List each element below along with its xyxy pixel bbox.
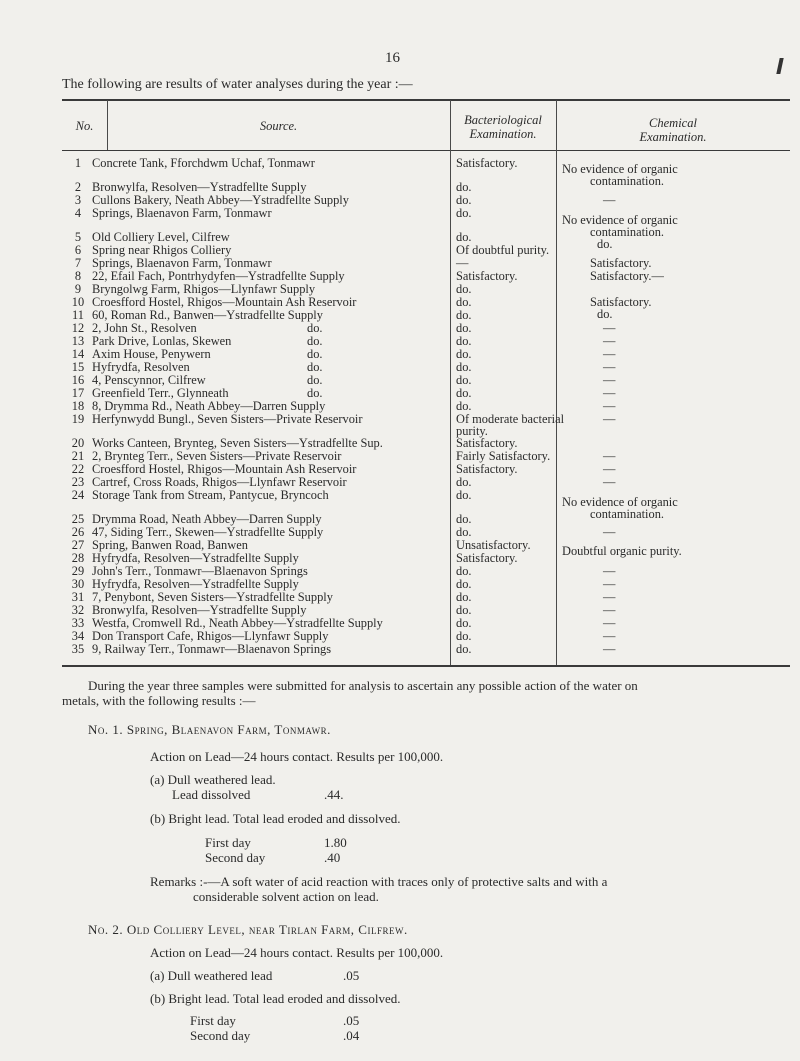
row-number: 6	[74, 243, 82, 257]
table-top-rule	[62, 99, 790, 101]
row-number: 11	[72, 308, 84, 322]
table-bottom-rule	[62, 665, 790, 667]
row-source: Hyfrydfa, Resolven—Ystradfellte Supply	[92, 551, 299, 565]
sample-1-first-day-value: 1.80	[324, 835, 347, 850]
row-bacteriological: do.	[456, 590, 472, 604]
row-number: 33	[71, 616, 85, 630]
sample-2-b: (b) Bright lead. Total lead eroded and dissolved.	[150, 991, 401, 1006]
row-number: 10	[71, 295, 85, 309]
col-divider-2	[450, 100, 451, 665]
row-source: Herfynwydd Bungl., Seven Sisters—Private Reservoir	[92, 412, 363, 426]
row-bacteriological: Satisfactory.	[456, 269, 518, 283]
row-source: Greenfield Terr., Glynneath	[92, 386, 229, 400]
chemical-note: —	[603, 399, 616, 413]
row-number: 24	[71, 488, 85, 502]
row-bacteriological-cont: purity.	[456, 424, 488, 438]
row-number: 34	[71, 629, 85, 643]
row-source: Spring near Rhigos Colliery	[92, 243, 232, 257]
sample-1-b: (b) Bright lead. Total lead eroded and dissolved.	[150, 811, 401, 826]
row-source: Cartref, Cross Roads, Rhigos—Llynfawr Reservoir	[92, 475, 347, 489]
row-source: Cullons Bakery, Neath Abbey—Ystradfellte Supply	[92, 193, 349, 207]
row-source: Don Transport Cafe, Rhigos—Llynfawr Supply	[92, 629, 329, 643]
row-bacteriological: Of moderate bacterial	[456, 412, 565, 426]
chemical-note: —	[603, 462, 616, 476]
row-source: 22, Efail Fach, Pontrhydyfen—Ystradfellte Supply	[92, 269, 345, 283]
row-source-ditto: do.	[307, 321, 323, 335]
row-bacteriological: do.	[456, 629, 472, 643]
row-source: Westfa, Cromwell Rd., Neath Abbey—Ystradfellte Supply	[92, 616, 383, 630]
row-source: Croesfford Hostel, Rhigos—Mountain Ash Reservoir	[92, 462, 357, 476]
row-source-ditto: do.	[307, 386, 323, 400]
row-bacteriological: do.	[456, 347, 472, 361]
metals-intro-line-2: metals, with the following results :—	[62, 693, 256, 708]
chemical-note: —	[603, 373, 616, 387]
chemical-note: contamination.	[590, 225, 664, 239]
sample-2-action: Action on Lead—24 hours contact. Results per 100,000.	[150, 945, 444, 960]
row-number: 29	[71, 564, 85, 578]
chemical-note: Satisfactory.	[590, 256, 652, 270]
row-number: 8	[74, 269, 82, 283]
row-number: 13	[71, 334, 85, 348]
row-bacteriological: Satisfactory.	[456, 462, 518, 476]
row-bacteriological: do.	[456, 642, 472, 656]
sample-1-remarks-2: considerable solvent action on lead.	[193, 889, 379, 904]
row-bacteriological: do.	[456, 386, 472, 400]
row-source: John's Terr., Tonmawr—Blaenavon Springs	[92, 564, 308, 578]
row-number: 17	[71, 386, 85, 400]
sample-1-a: (a) Dull weathered lead.	[150, 772, 276, 787]
row-source: 47, Siding Terr., Skewen—Ystradfellte Supply	[92, 525, 324, 539]
row-source: Bryngolwg Farm, Rhigos—Llynfawr Supply	[92, 282, 316, 296]
sample-1-second-day-label: Second day	[205, 850, 266, 865]
sample-2-first-day-value: .05	[343, 1013, 360, 1028]
row-number: 9	[74, 282, 82, 296]
row-source: 8, Drymma Rd., Neath Abbey—Darren Supply	[92, 399, 326, 413]
chemical-note: —	[603, 475, 616, 489]
sample-1-remarks-1: Remarks :-—A soft water of acid reaction with traces only of protective salts and with a	[150, 874, 608, 889]
sample-2-a-value: .05	[343, 968, 360, 983]
chemical-note: —	[603, 577, 616, 591]
row-source: Concrete Tank, Fforchdwm Uchaf, Tonmawr	[92, 156, 315, 170]
row-bacteriological: do.	[456, 373, 472, 387]
row-bacteriological: do.	[456, 360, 472, 374]
row-number: 2	[74, 180, 82, 194]
header-source: Source.	[259, 119, 298, 133]
row-number: 15	[71, 360, 85, 374]
row-bacteriological: do.	[456, 564, 472, 578]
intro-text: The following are results of water analyses during the year :—	[62, 77, 413, 92]
row-bacteriological: Satisfactory.	[456, 156, 518, 170]
row-number: 12	[71, 321, 85, 335]
row-source: Bronwylfa, Resolven—Ystradfellte Supply	[92, 180, 307, 194]
row-source: 60, Roman Rd., Banwen—Ystradfellte Supply	[92, 308, 323, 322]
row-bacteriological: Unsatisfactory.	[456, 538, 531, 552]
chemical-note: —	[603, 347, 616, 361]
chemical-note: —	[603, 525, 616, 539]
chemical-note: —	[603, 321, 616, 335]
row-source-ditto: do.	[307, 334, 323, 348]
row-source: Drymma Road, Neath Abbey—Darren Supply	[92, 512, 322, 526]
sample-2-first-day-label: First day	[190, 1013, 236, 1028]
row-source: Hyfrydfa, Resolven	[92, 360, 190, 374]
row-source: Springs, Blaenavon Farm, Tonmawr	[92, 206, 272, 220]
sample-1-a-value: .44.	[324, 787, 344, 802]
row-bacteriological: do.	[456, 525, 472, 539]
row-bacteriological: do.	[456, 512, 472, 526]
row-number: 32	[71, 603, 85, 617]
sample-1-first-day-label: First day	[205, 835, 251, 850]
col-divider-3	[556, 100, 557, 665]
row-number: 25	[71, 512, 85, 526]
header-chemical: Chemical Examination.	[639, 116, 707, 144]
row-source: Old Colliery Level, Cilfrew	[92, 230, 230, 244]
row-bacteriological: do.	[456, 399, 472, 413]
row-source: 7, Penybont, Seven Sisters—Ystradfellte Supply	[92, 590, 333, 604]
chemical-note: No evidence of organic	[562, 495, 678, 509]
chemical-note: —	[603, 386, 616, 400]
row-number: 4	[74, 206, 82, 220]
corner-mark	[776, 58, 783, 74]
chemical-note: —	[603, 629, 616, 643]
row-bacteriological: Fairly Satisfactory.	[456, 449, 551, 463]
chemical-note: Satisfactory.	[590, 295, 652, 309]
sample-1-second-day-value: .40	[324, 850, 341, 865]
row-number: 28	[71, 551, 85, 565]
row-source: 9, Railway Terr., Tonmawr—Blaenavon Springs	[92, 642, 332, 656]
metals-intro-line-1: During the year three samples were submitted for analysis to ascertain any possible action of the water on	[88, 678, 638, 693]
row-source: Park Drive, Lonlas, Skewen	[92, 334, 232, 348]
chemical-note: —	[603, 564, 616, 578]
row-bacteriological: do.	[456, 308, 472, 322]
row-number: 19	[71, 412, 85, 426]
row-source-ditto: do.	[307, 373, 323, 387]
chemical-note: —	[603, 334, 616, 348]
chemical-note: No evidence of organic	[562, 162, 678, 176]
row-bacteriological: do.	[456, 295, 472, 309]
row-source: Storage Tank from Stream, Pantycue, Bryncoch	[92, 488, 329, 502]
chemical-note: Doubtful organic purity.	[562, 544, 682, 558]
row-bacteriological: do.	[456, 475, 472, 489]
row-bacteriological: do.	[456, 603, 472, 617]
row-bacteriological: do.	[456, 282, 472, 296]
chemical-note: —	[603, 360, 616, 374]
chemical-note: —	[603, 590, 616, 604]
row-number: 23	[71, 475, 85, 489]
row-bacteriological: Satisfactory.	[456, 436, 518, 450]
row-source: 2, Brynteg Terr., Seven Sisters—Private Reservoir	[92, 449, 342, 463]
row-source: Hyfrydfa, Resolven—Ystradfellte Supply	[92, 577, 299, 591]
chemical-note: do.	[597, 237, 613, 251]
row-number: 20	[71, 436, 85, 450]
row-source: Springs, Blaenavon Farm, Tonmawr	[92, 256, 272, 270]
chemical-note: —	[603, 449, 616, 463]
table-header-rule	[62, 150, 790, 151]
row-source: 4, Penscynnor, Cilfrew	[92, 373, 206, 387]
sample-2-second-day-label: Second day	[190, 1028, 251, 1043]
chemical-note: —	[603, 603, 616, 617]
row-bacteriological: do.	[456, 616, 472, 630]
row-number: 27	[71, 538, 85, 552]
chemical-note: —	[603, 193, 616, 207]
row-number: 1	[74, 156, 82, 170]
row-bacteriological: do.	[456, 193, 472, 207]
row-source: 2, John St., Resolven	[92, 321, 197, 335]
row-source: Axim House, Penywern	[92, 347, 211, 361]
sample-1-action: Action on Lead—24 hours contact. Results per 100,000.	[150, 749, 444, 764]
row-number: 18	[71, 399, 85, 413]
row-source: Croesfford Hostel, Rhigos—Mountain Ash Reservoir	[92, 295, 357, 309]
sample-1-a-label: Lead dissolved	[172, 787, 251, 802]
chemical-note: contamination.	[590, 507, 664, 521]
page-number: 16	[385, 50, 400, 66]
row-number: 16	[71, 373, 85, 387]
chemical-note: —	[603, 642, 616, 656]
chemical-note: do.	[597, 307, 613, 321]
row-bacteriological: do.	[456, 206, 472, 220]
chemical-note: contamination.	[590, 174, 664, 188]
sample-2-title: No. 2. Old Colliery Level, near Tirlan Farm, Cilfrew.	[88, 922, 408, 937]
row-source: Spring, Banwen Road, Banwen	[92, 538, 248, 552]
row-bacteriological: do.	[456, 230, 472, 244]
header-bacteriological: Bacteriological Examination.	[464, 113, 542, 141]
row-number: 22	[71, 462, 85, 476]
row-bacteriological: —	[456, 256, 469, 270]
row-source: Works Canteen, Brynteg, Seven Sisters—Ystradfellte Sup.	[92, 436, 383, 450]
row-source-ditto: do.	[307, 360, 323, 374]
chemical-note: —	[603, 412, 616, 426]
sample-2-second-day-value: .04	[343, 1028, 360, 1043]
row-bacteriological: Satisfactory.	[456, 551, 518, 565]
row-bacteriological: do.	[456, 334, 472, 348]
row-number: 30	[71, 577, 85, 591]
row-bacteriological: do.	[456, 488, 472, 502]
row-number: 7	[74, 256, 82, 270]
row-number: 14	[71, 347, 85, 361]
row-number: 5	[74, 230, 82, 244]
row-number: 31	[71, 590, 85, 604]
header-no: No.	[75, 119, 94, 133]
row-source: Bronwylfa, Resolven—Ystradfellte Supply	[92, 603, 307, 617]
chemical-note: Satisfactory.—	[590, 269, 664, 283]
row-bacteriological: do.	[456, 180, 472, 194]
row-number: 3	[74, 193, 82, 207]
row-bacteriological: Of doubtful purity.	[456, 243, 550, 257]
row-bacteriological: do.	[456, 321, 472, 335]
row-number: 26	[71, 525, 85, 539]
sample-2-a-label: (a) Dull weathered lead	[150, 968, 273, 983]
chemical-note: —	[603, 616, 616, 630]
row-number: 21	[71, 449, 85, 463]
row-source-ditto: do.	[307, 347, 323, 361]
row-bacteriological: do.	[456, 577, 472, 591]
chemical-note: No evidence of organic	[562, 213, 678, 227]
sample-1-title: No. 1. Spring, Blaenavon Farm, Tonmawr.	[88, 722, 331, 737]
row-number: 35	[71, 642, 85, 656]
